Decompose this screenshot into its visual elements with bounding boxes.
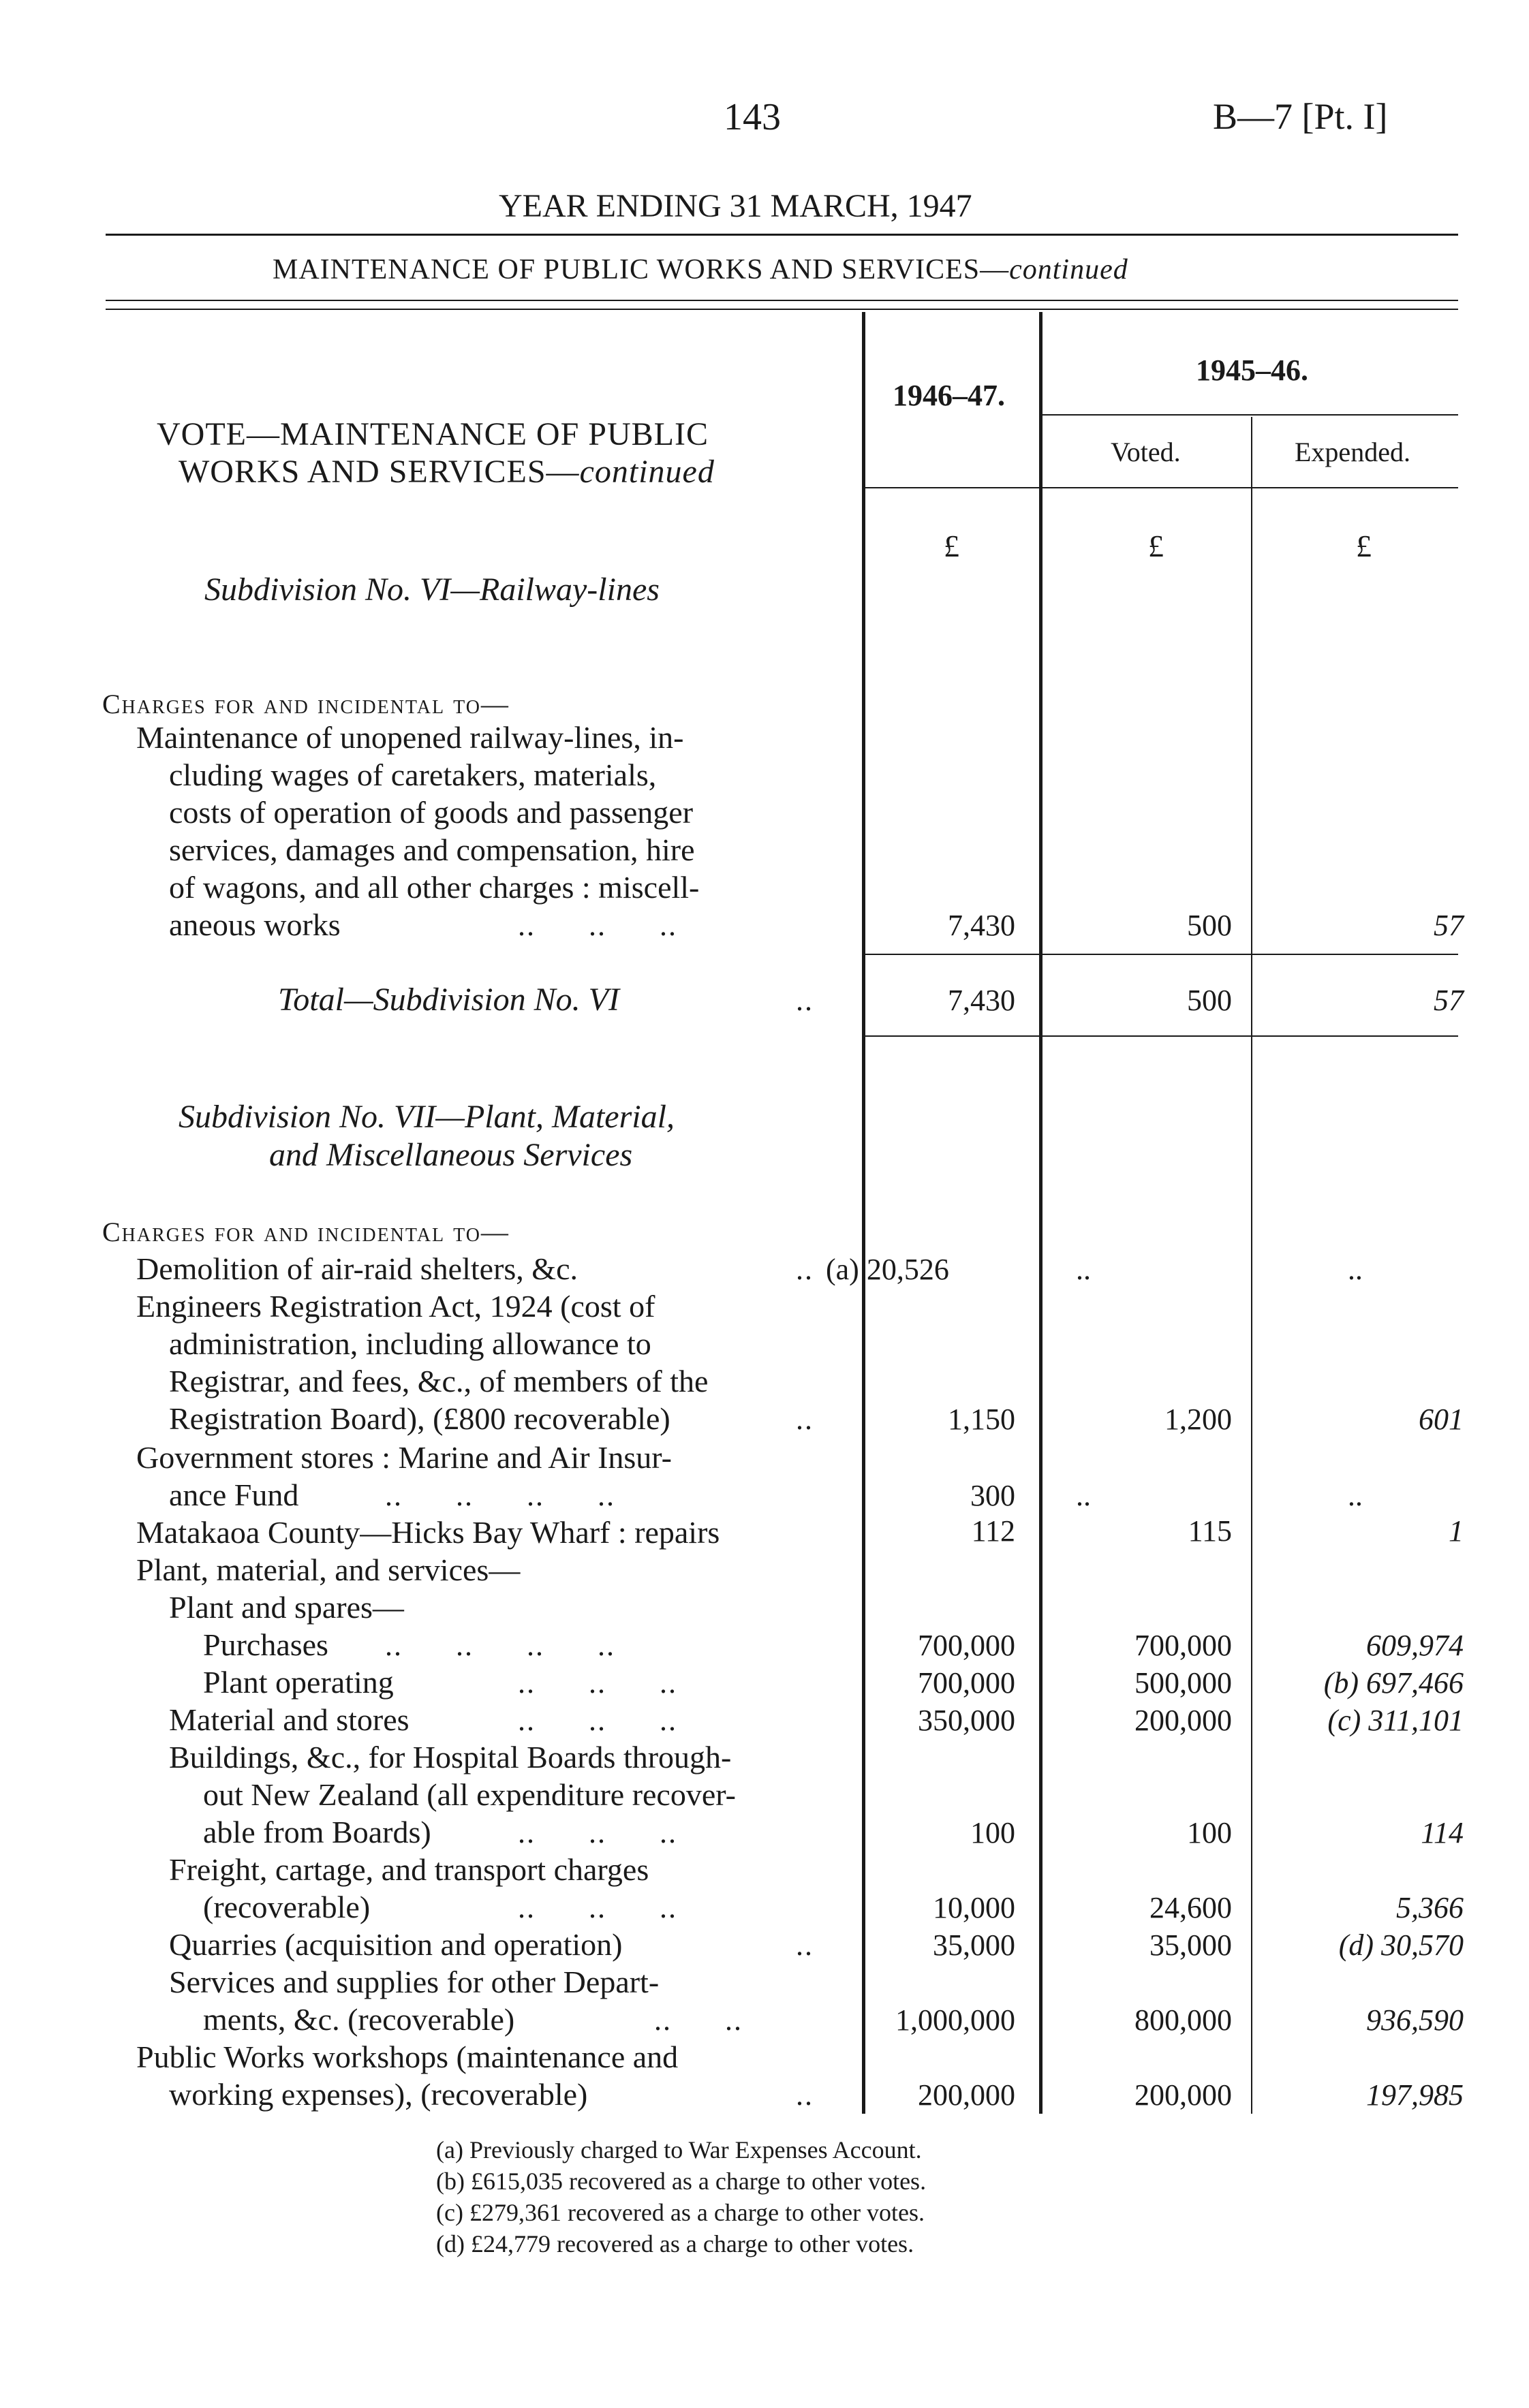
leader-dots: .. .. .. ..	[385, 1629, 615, 1662]
services-line2: ments, &c. (recoverable)	[203, 2002, 515, 2037]
material-stores-1946-47: 350,000	[918, 1704, 1015, 1737]
column-header-expended: Expended.	[1295, 437, 1410, 467]
leader-dots: .. .. ..	[518, 909, 677, 942]
freight-voted: 24,600	[1149, 1891, 1232, 1924]
freight-line1: Freight, cartage, and transport charges	[169, 1852, 649, 1887]
buildings-voted: 100	[1187, 1816, 1232, 1849]
leader-dots: .. .. ..	[518, 1891, 677, 1924]
engineers-expended: 601	[1419, 1403, 1464, 1436]
matakaoa-expended: 1	[1449, 1514, 1464, 1548]
workshops-expended: 197,985	[1366, 2078, 1464, 2112]
matakaoa-1946-47: 112	[971, 1514, 1015, 1548]
vote-title-line2: WORKS AND SERVICES—continued	[179, 454, 715, 490]
engineers-voted: 1,200	[1164, 1403, 1232, 1436]
engineers-line2: administration, including allowance to	[169, 1326, 651, 1361]
top-rule	[106, 234, 1458, 236]
railway-maintenance-expended: 57	[1434, 909, 1464, 942]
purchases-label: Purchases	[203, 1627, 328, 1662]
footnote-a: (a) Previously charged to War Expenses Account.	[436, 2136, 922, 2163]
engineers-line3: Registrar, and fees, &c., of members of the	[169, 1364, 709, 1398]
subdivision-vii-title-line1: Subdivision No. VII—Plant, Material,	[179, 1099, 675, 1135]
demolition-expended: ..	[1348, 1253, 1363, 1286]
total-vi-expended: 57	[1434, 984, 1464, 1017]
section-heading: MAINTENANCE OF PUBLIC WORKS AND SERVICES—continued	[273, 254, 1128, 285]
leader-dots: .. .. ..	[518, 1704, 677, 1737]
leader-dots: .. .. .. ..	[385, 1479, 615, 1512]
total-top-rule	[862, 954, 1458, 955]
freight-1946-47: 10,000	[933, 1891, 1015, 1924]
column-header-voted: Voted.	[1111, 437, 1181, 467]
leader-dots: ..	[796, 984, 814, 1017]
leader-dots: ..	[796, 2078, 814, 2112]
total-vi-voted: 500	[1187, 984, 1232, 1017]
leader-dots: ..	[796, 1253, 814, 1286]
charges-heading-vi: Charges for and incidental to—	[102, 689, 510, 719]
workshops-line1: Public Works workshops (maintenance and	[136, 2039, 679, 2074]
material-stores-label: Material and stores	[169, 1702, 410, 1737]
column-header-1945-46: 1945–46.	[1196, 354, 1308, 387]
railway-maintenance-line3: costs of operation of goods and passenger	[169, 795, 694, 830]
freight-line2: (recoverable)	[203, 1890, 371, 1924]
document-reference: B—7 [Pt. I]	[1213, 96, 1388, 137]
railway-maintenance-line1: Maintenance of unopened railway-lines, in-	[136, 720, 684, 755]
leader-dots: ..	[796, 1403, 814, 1436]
gov-stores-expended: ..	[1348, 1479, 1363, 1512]
leader-dots: .. .. ..	[518, 1816, 677, 1849]
workshops-1946-47: 200,000	[918, 2078, 1015, 2112]
quarries-label: Quarries (acquisition and operation)	[169, 1927, 623, 1962]
plant-operating-voted: 500,000	[1134, 1666, 1232, 1700]
material-stores-expended: (c) 311,101	[1327, 1704, 1464, 1737]
engineers-line1: Engineers Registration Act, 1924 (cost of	[136, 1289, 655, 1324]
gov-stores-voted: ..	[1076, 1479, 1091, 1512]
section-rule	[106, 300, 1458, 301]
year-heading: YEAR ENDING 31 MARCH, 1947	[499, 188, 972, 224]
subdivision-vii-title-line2: and Miscellaneous Services	[269, 1137, 633, 1173]
currency-symbol-expended: £	[1356, 529, 1372, 563]
table-top-rule	[106, 309, 1458, 310]
quarries-voted: 35,000	[1149, 1928, 1232, 1962]
quarries-expended: (d) 30,570	[1338, 1928, 1464, 1962]
demolition-voted: ..	[1076, 1253, 1091, 1286]
demolition-label: Demolition of air-raid shelters, &c.	[136, 1251, 578, 1286]
services-line1: Services and supplies for other Depart-	[169, 1965, 660, 1999]
plant-operating-label: Plant operating	[203, 1665, 394, 1700]
railway-maintenance-line4: services, damages and compensation, hire	[169, 832, 695, 867]
railway-maintenance-line6: aneous works	[169, 907, 341, 942]
purchases-voted: 700,000	[1134, 1629, 1232, 1662]
services-1946-47: 1,000,000	[895, 2003, 1015, 2037]
vote-title-line1: VOTE—MAINTENANCE OF PUBLIC	[157, 416, 709, 452]
leader-dots: .. .. ..	[518, 1666, 677, 1700]
currency-symbol-1946-47: £	[944, 529, 959, 563]
railway-maintenance-1946-47: 7,430	[948, 909, 1015, 942]
buildings-expended: 114	[1421, 1816, 1464, 1849]
plant-operating-1946-47: 700,000	[918, 1666, 1015, 1700]
gov-stores-line1: Government stores : Marine and Air Insur-	[136, 1440, 672, 1475]
buildings-line1: Buildings, &c., for Hospital Boards through-	[169, 1740, 732, 1774]
subdivision-vi-title: Subdivision No. VI—Railway-lines	[204, 572, 660, 608]
page-number: 143	[724, 96, 781, 138]
footnote-d: (d) £24,779 recovered as a charge to other votes.	[436, 2230, 914, 2257]
material-stores-voted: 200,000	[1134, 1704, 1232, 1737]
plant-operating-expended: (b) 697,466	[1323, 1666, 1464, 1700]
charges-heading-vii: Charges for and incidental to—	[102, 1217, 510, 1247]
matakaoa-voted: 115	[1188, 1514, 1232, 1548]
services-voted: 800,000	[1134, 2003, 1232, 2037]
engineers-1946-47: 1,150	[948, 1403, 1015, 1436]
purchases-1946-47: 700,000	[918, 1629, 1015, 1662]
gov-stores-line2: ance Fund	[169, 1477, 299, 1512]
plant-spares-heading: Plant and spares—	[169, 1590, 404, 1625]
total-vi-1946-47: 7,430	[948, 984, 1015, 1017]
freight-expended: 5,366	[1396, 1891, 1464, 1924]
total-subdivision-vi-label: Total—Subdivision No. VI	[278, 982, 619, 1018]
leader-dots: ..	[796, 1928, 814, 1962]
total-bottom-rule	[862, 1035, 1458, 1037]
railway-maintenance-line2: cluding wages of caretakers, materials,	[169, 757, 657, 792]
gov-stores-1946-47: 300	[970, 1479, 1015, 1512]
leader-dots: .. ..	[654, 2003, 743, 2037]
footnote-b: (b) £615,035 recovered as a charge to other votes.	[436, 2168, 927, 2195]
engineers-line4: Registration Board), (£800 recoverable)	[169, 1401, 670, 1436]
plant-material-heading: Plant, material, and services—	[136, 1552, 521, 1587]
column-header-1946-47: 1946–47.	[893, 379, 1005, 412]
services-expended: 936,590	[1366, 2003, 1464, 2037]
buildings-line3: able from Boards)	[203, 1815, 431, 1849]
column-divider-right	[1251, 417, 1252, 2114]
footnote-c: (c) £279,361 recovered as a charge to other votes.	[436, 2199, 925, 2226]
buildings-line2: out New Zealand (all expenditure recover-	[203, 1777, 736, 1812]
workshops-line2: working expenses), (recoverable)	[169, 2077, 588, 2112]
demolition-1946-47: (a) 20,526	[826, 1253, 949, 1286]
buildings-1946-47: 100	[970, 1816, 1015, 1849]
currency-symbol-voted: £	[1148, 529, 1164, 563]
workshops-voted: 200,000	[1134, 2078, 1232, 2112]
year-group-rule	[1041, 414, 1458, 416]
railway-maintenance-voted: 500	[1187, 909, 1232, 942]
railway-maintenance-line5: of wagons, and all other charges : miscell-	[169, 870, 700, 905]
quarries-1946-47: 35,000	[933, 1928, 1015, 1962]
column-head-rule	[862, 487, 1458, 488]
purchases-expended: 609,974	[1366, 1629, 1464, 1662]
matakaoa-label: Matakaoa County—Hicks Bay Wharf : repairs	[136, 1515, 720, 1550]
